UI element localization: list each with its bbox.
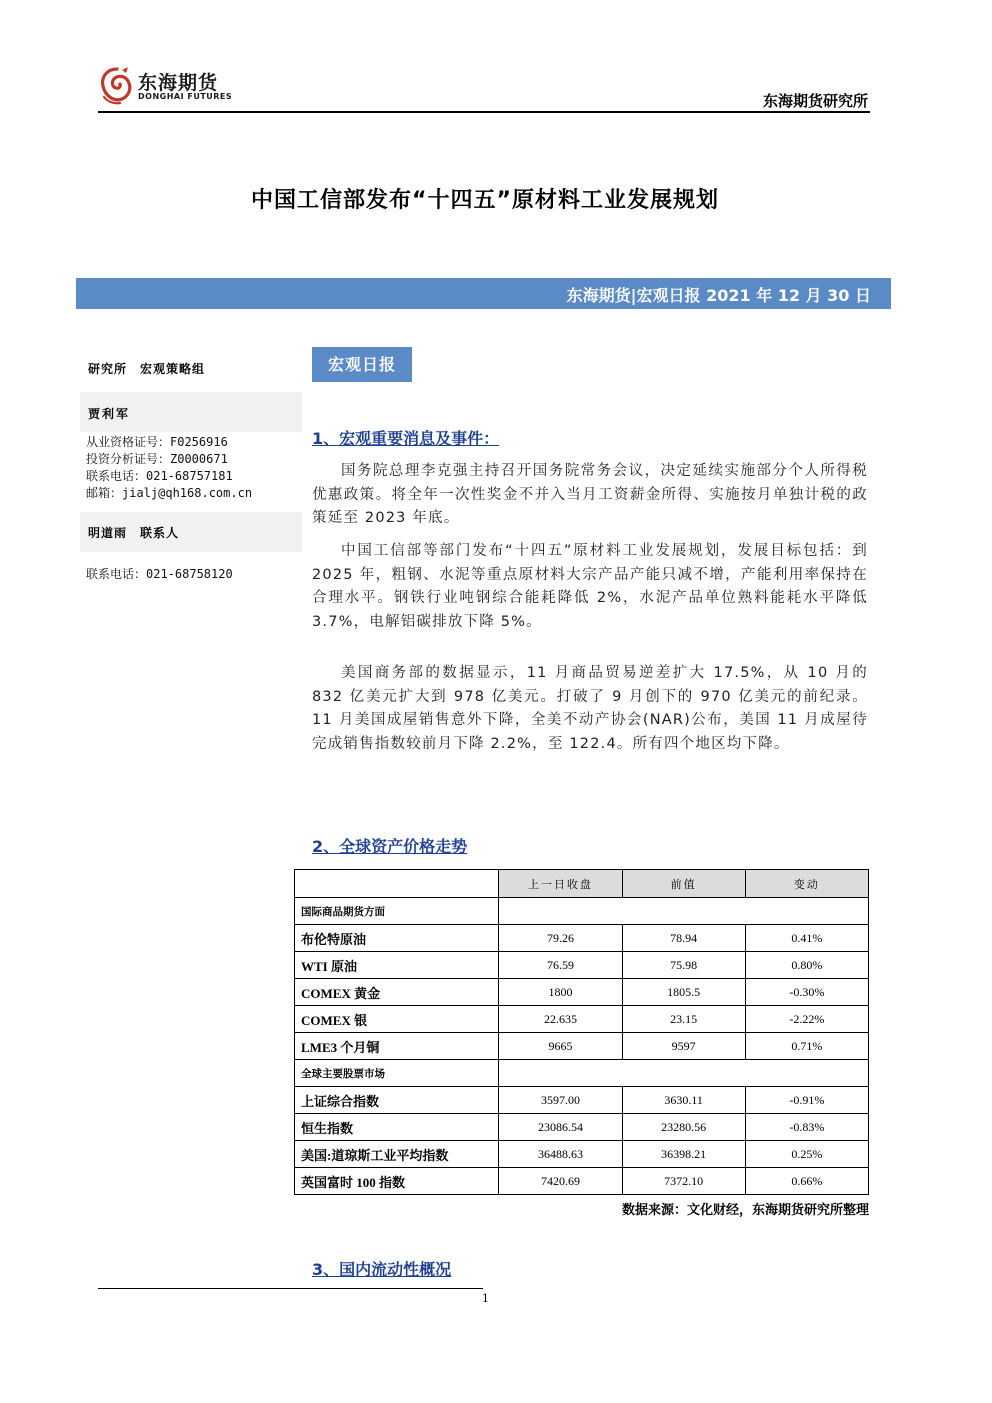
prev-close-value: 3597.00 — [499, 1087, 622, 1114]
prev-close-value: 7420.69 — [499, 1168, 622, 1195]
section3-heading: 3、国内流动性概况 — [312, 1260, 452, 1279]
table-row — [295, 1141, 869, 1168]
prev-close-value: 1800 — [499, 979, 622, 1006]
prev-close-value: 79.26 — [499, 925, 622, 952]
institute-name: 东海期货研究所 — [762, 92, 868, 110]
prev-close-value: 22.635 — [499, 1006, 622, 1033]
header-divider — [98, 111, 870, 113]
asset-name: COMEX 银 — [295, 1006, 499, 1033]
change-value: -0.83% — [745, 1114, 868, 1141]
change-value: 0.25% — [745, 1141, 868, 1168]
dragon-logo-icon — [98, 66, 136, 106]
document-title: 中国工信部发布“十四五”原材料工业发展规划 — [251, 188, 719, 213]
table-row — [295, 1006, 869, 1033]
page-number: 1 — [482, 1292, 489, 1305]
prior-value: 9597 — [622, 1033, 745, 1060]
asset-name: 恒生指数 — [295, 1114, 499, 1141]
prior-value: 1805.5 — [622, 979, 745, 1006]
prior-value: 75.98 — [622, 952, 745, 979]
prior-value: 3630.11 — [622, 1087, 745, 1114]
analyst1-name: 贾利军 — [88, 407, 131, 421]
prev-close-value: 9665 — [499, 1033, 622, 1060]
col-change: 变动 — [745, 870, 868, 898]
table-row — [295, 1087, 869, 1114]
asset-price-table — [294, 869, 869, 1195]
prev-close-value: 76.59 — [499, 952, 622, 979]
table-row — [295, 952, 869, 979]
table-header-blank — [295, 870, 499, 898]
table-row — [295, 1168, 869, 1195]
asset-name: 英国富时 100 指数 — [295, 1168, 499, 1195]
asset-name: 美国:道琼斯工业平均指数 — [295, 1141, 499, 1168]
prior-value: 23280.56 — [622, 1114, 745, 1141]
asset-name: LME3 个月铜 — [295, 1033, 499, 1060]
table-row — [295, 1114, 869, 1141]
change-value: -2.22% — [745, 1006, 868, 1033]
prior-value: 23.15 — [622, 1006, 745, 1033]
analyst1-phone: 联系电话：021-68757181 — [86, 469, 233, 483]
change-value: -0.91% — [745, 1087, 868, 1114]
change-value: 0.71% — [745, 1033, 868, 1060]
report-type-tag: 宏观日报 — [312, 347, 412, 382]
section1-heading: 1、宏观重要消息及事件： — [312, 429, 500, 448]
prior-value: 78.94 — [622, 925, 745, 952]
department-label: 研究所 宏观策略组 — [88, 362, 206, 376]
prior-value: 7372.10 — [622, 1168, 745, 1195]
change-value: 0.66% — [745, 1168, 868, 1195]
analyst1-investment-cert: 投资分析证号：Z0000671 — [86, 452, 228, 466]
table-group-row — [295, 898, 869, 925]
group-equities: 全球主要股票市场 — [295, 1060, 499, 1087]
change-value: 0.41% — [745, 925, 868, 952]
analyst1-qualification: 从业资格证号：F0256916 — [86, 435, 228, 449]
company-logo — [98, 66, 238, 108]
change-value: -0.30% — [745, 979, 868, 1006]
table-group-row — [295, 1060, 869, 1087]
news-paragraph-3: 美国商务部的数据显示，11 月商品贸易逆差扩大 17.5%，从 10 月的 832 亿美元扩大到 978 亿美元。打破了 9 月创下的 970 亿美元的前纪录。11 月美国成屋销售意外下降，全美不动产协会(NAR)公布，美国 11 月成屋待完成销售指数较前月下降 2.2%，至 122.4。所有四个地区均下降。 — [312, 665, 868, 752]
news-paragraph-1: 国务院总理李克强主持召开国务院常务会议，决定延续实施部分个人所得税优惠政策。将全年一次性奖金不并入当月工资薪金所得、实施按月单独计税的政策延至 2023 年底。 — [312, 463, 868, 526]
analyst1-contact — [86, 434, 302, 502]
group-filler — [499, 898, 869, 925]
footer-divider — [98, 1288, 483, 1289]
col-prior: 前值 — [622, 870, 745, 898]
change-value: 0.80% — [745, 952, 868, 979]
banner-text: 东海期货|宏观日报 2021 年 12 月 30 日 — [566, 286, 871, 305]
analyst2-phone: 联系电话：021-68758120 — [86, 567, 233, 581]
prev-close-value: 23086.54 — [499, 1114, 622, 1141]
table-row — [295, 1033, 869, 1060]
asset-name: WTI 原油 — [295, 952, 499, 979]
group-commodities: 国际商品期货方面 — [295, 898, 499, 925]
table-row — [295, 925, 869, 952]
analyst1-email[interactable]: 邮箱：jialj@qh168.com.cn — [86, 486, 253, 500]
news-paragraph-2: 中国工信部等部门发布“十四五”原材料工业发展规划，发展目标包括：到 2025 年，粗钢、水泥等重点原材料大宗产品产能只减不增，产能利用率保持在合理水平。钢铁行业吨钢综合能耗降低 2%，水泥产品单位熟料能耗水平降低 3.7%，电解铝碳排放下降 5%。 — [312, 543, 868, 630]
asset-name: 上证综合指数 — [295, 1087, 499, 1114]
prior-value: 36398.21 — [622, 1141, 745, 1168]
table-header-row — [295, 870, 869, 898]
asset-name: 布伦特原油 — [295, 925, 499, 952]
prev-close-value: 36488.63 — [499, 1141, 622, 1168]
report-banner — [76, 278, 891, 309]
col-prev-close: 上一日收盘 — [499, 870, 622, 898]
analyst2-contact — [86, 566, 302, 583]
logo-chinese-text: 东海期货 — [138, 72, 219, 94]
table-row — [295, 979, 869, 1006]
section2-heading: 2、全球资产价格走势 — [312, 837, 468, 856]
data-source-note: 数据来源：文化财经，东海期货研究所整理 — [621, 1203, 869, 1218]
analyst2-name: 明道雨 联系人 — [88, 526, 180, 540]
group-filler — [499, 1060, 869, 1087]
logo-english-text: DONGHAI FUTURES — [138, 92, 233, 101]
asset-name: COMEX 黄金 — [295, 979, 499, 1006]
